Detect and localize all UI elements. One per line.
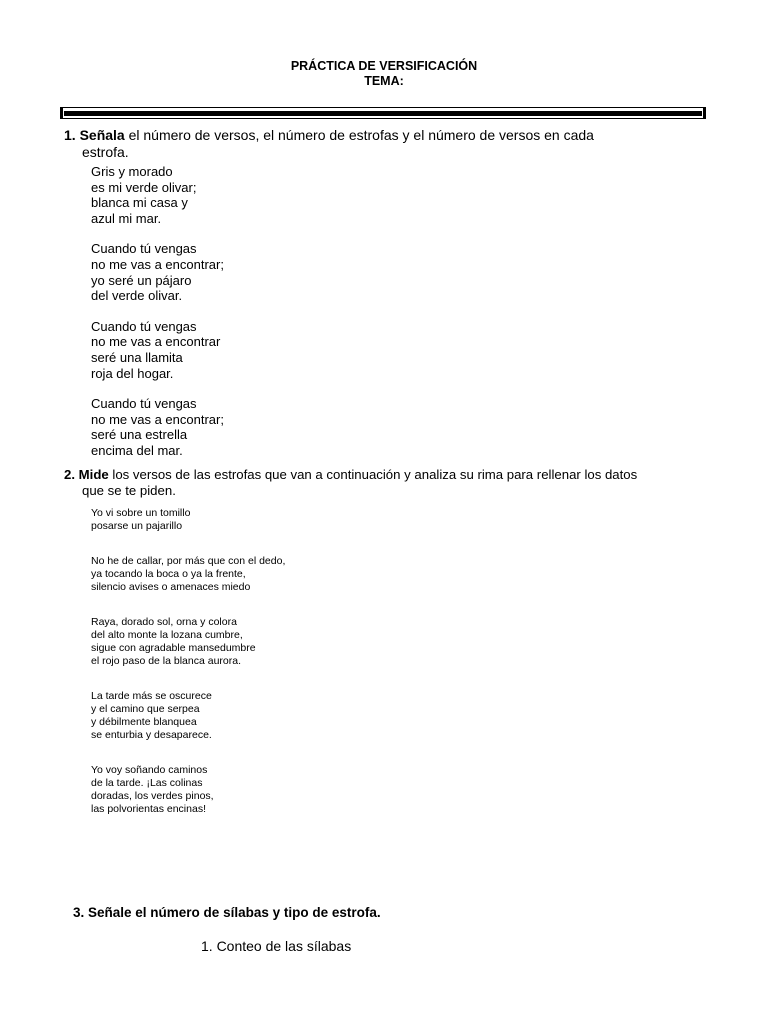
poem-2-stanza (91, 507, 285, 533)
poem-2 (91, 507, 285, 838)
verse-line: Cuando tú vengas (91, 318, 197, 334)
question-3-number: 3 (73, 905, 81, 920)
question-2 (64, 467, 704, 499)
verse-line: ya tocando la boca o ya la frente, (91, 568, 246, 580)
verse-line: Gris y morado (91, 164, 173, 179)
verse-line: no me vas a encontrar (91, 334, 221, 350)
verse-line: seré una estrella (91, 427, 188, 443)
verse-line: no me vas a encontrar; (91, 256, 224, 272)
poem-2-stanza (91, 616, 285, 668)
poem-1-stanza (91, 319, 224, 381)
question-2-number: 2. (64, 467, 75, 482)
divider-bar (64, 111, 702, 116)
question-2-keyword: Mide (78, 467, 109, 482)
poem-1-stanza (91, 164, 224, 226)
verse-line: Yo voy soñando caminos (91, 764, 208, 776)
verse-line: y el camino que serpea (91, 703, 200, 715)
question-1-text: el número de versos, el número de estrofas y el número de versos en cada (124, 127, 594, 143)
question-2-text-continued: que se te piden. (82, 483, 176, 498)
verse-line: seré una llamita (91, 349, 183, 365)
verse-line: de la tarde. ¡Las colinas (91, 777, 203, 789)
poem-2-stanza (91, 555, 285, 594)
verse-line: es mi verde olivar; (91, 179, 197, 195)
horizontal-divider (60, 107, 706, 119)
verse-line: del verde olivar. (91, 288, 183, 304)
verse-line: Raya, dorado sol, orna y colora (91, 616, 237, 628)
document-subtitle: TEMA: (364, 74, 404, 88)
verse-line: no me vas a encontrar; (91, 411, 224, 427)
divider-cap-right (703, 108, 705, 118)
question-1-number: 1. (64, 127, 76, 143)
question-1-keyword: Señala (79, 127, 125, 143)
divider-cap-left (61, 108, 63, 118)
verse-line: silencio avises o amenaces miedo (91, 581, 251, 593)
question-3 (73, 904, 381, 921)
verse-line: No he de callar, por más que con el dedo, (91, 555, 286, 567)
verse-line: sigue con agradable mansedumbre (91, 642, 256, 654)
question-3-text: . Señale el número de sílabas y tipo de estrofa. (80, 905, 381, 920)
poem-1-stanza (91, 241, 224, 303)
verse-line: encima del mar. (91, 442, 183, 458)
question-1 (64, 127, 704, 161)
verse-line: se enturbia y desaparece. (91, 729, 212, 741)
verse-line: doradas, los verdes pinos, (91, 790, 214, 802)
question-1-text-continued: estrofa. (82, 144, 129, 160)
question-2-text: los versos de las estrofas que van a continuación y analiza su rima para rellenar los datos (108, 467, 638, 482)
verse-line: blanca mi casa y (91, 195, 188, 211)
verse-line: y débilmente blanquea (91, 716, 197, 728)
verse-line: Yo vi sobre un tomillo (91, 507, 191, 519)
verse-line: yo seré un pájaro (91, 272, 192, 288)
verse-line: Cuando tú vengas (91, 396, 197, 412)
document-title: PRÁCTICA DE VERSIFICACIÓN (290, 59, 478, 73)
sub-item-syllable-count: 1. Conteo de las sílabas (201, 938, 352, 954)
poem-2-stanza (91, 690, 285, 742)
verse-line: el rojo paso de la blanca aurora. (91, 655, 242, 667)
verse-line: del alto monte la lozana cumbre, (91, 629, 243, 641)
verse-line: azul mi mar. (91, 210, 162, 226)
verse-line: posarse un pajarillo (91, 520, 183, 532)
verse-line: roja del hogar. (91, 365, 174, 381)
verse-line: las polvorientas encinas! (91, 803, 206, 815)
poem-2-stanza (91, 764, 285, 816)
poem-1-stanza (91, 396, 224, 458)
verse-line: Cuando tú vengas (91, 241, 197, 257)
verse-line: La tarde más se oscurece (91, 690, 212, 702)
poem-1 (91, 164, 224, 474)
